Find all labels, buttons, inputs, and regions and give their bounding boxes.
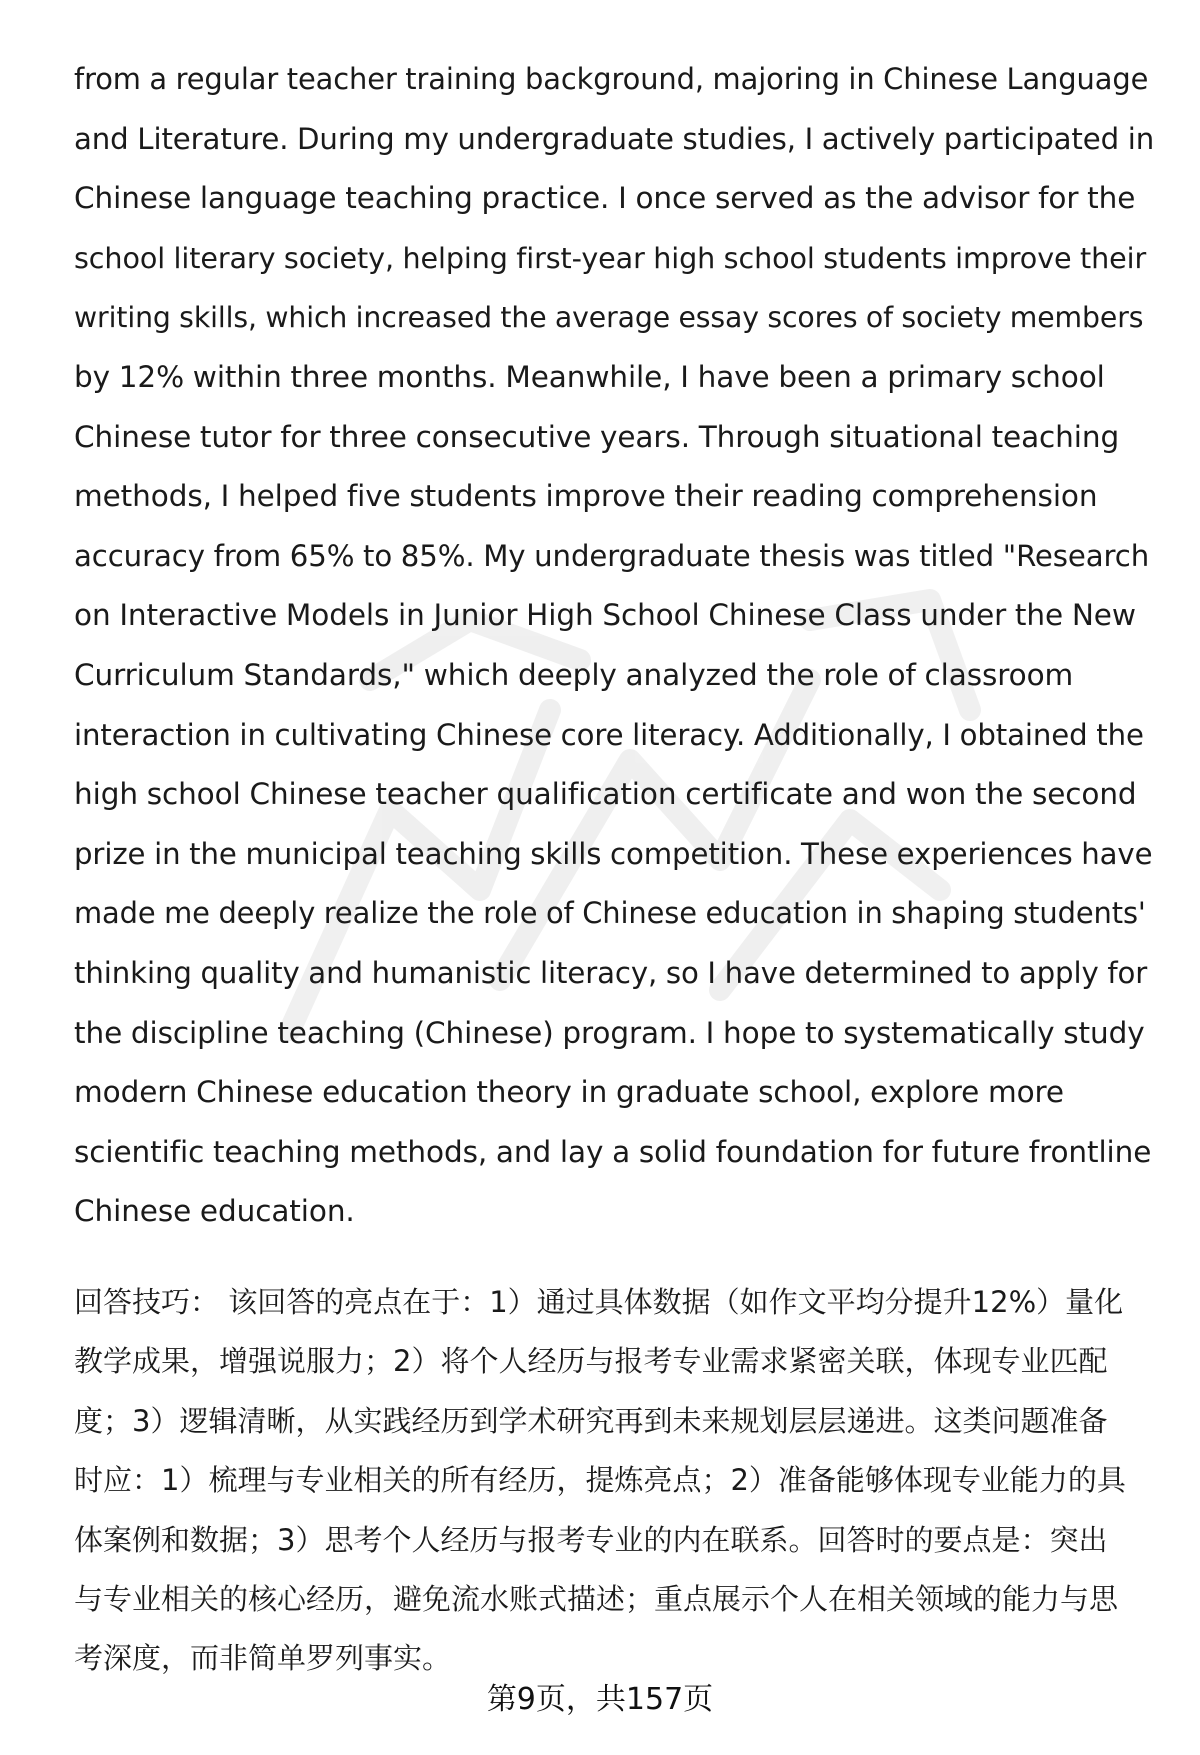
answer-line: from a regular teacher training background, majoring in Chinese Language [74, 62, 1149, 96]
answer-line: by 12% within three months. Meanwhile, I have been a primary school [74, 359, 1105, 394]
tips-line: 考深度，而非简单罗列事实。 [74, 1641, 452, 1676]
answer-line: Chinese education. [74, 1194, 355, 1229]
answer-line: high school Chinese teacher qualification certificate and won the second [74, 777, 1137, 812]
answer-line: thinking quality and humanistic literacy, so I have determined to apply for [74, 955, 1148, 990]
tips-line: 时应：1）梳理与专业相关的所有经历，提炼亮点；2）准备能够体现专业能力的具 [74, 1463, 1126, 1498]
answer-line: Chinese language teaching practice. I once served as the advisor for the [74, 181, 1136, 216]
answer-line: accuracy from 65% to 85%. My undergraduate thesis was titled "Research [74, 538, 1150, 573]
answer-paragraph [74, 50, 1154, 1242]
answer-line: prize in the municipal teaching skills competition. These experiences have [74, 836, 1153, 871]
tips-line: 与专业相关的核心经历，避免流水账式描述；重点展示个人在相关领域的能力与思 [74, 1582, 1119, 1617]
tips-line: 教学成果，增强说服力；2）将个人经历与报考专业需求紧密关联，体现专业匹配 [74, 1344, 1108, 1379]
answer-line: writing skills, which increased the average essay scores of society members [74, 301, 1144, 335]
answer-line: made me deeply realize the role of Chinese education in shaping students' [74, 896, 1146, 931]
answer-section [74, 50, 1154, 1242]
answer-line: on Interactive Models in Junior High School Chinese Class under the New [74, 598, 1136, 633]
answer-line: Curriculum Standards," which deeply analyzed the role of classroom [74, 657, 1074, 692]
answer-line: scientific teaching methods, and lay a solid foundation for future frontline [74, 1134, 1152, 1169]
answer-line: interaction in cultivating Chinese core literacy. Additionally, I obtained the [74, 717, 1144, 752]
tips-paragraph [74, 1273, 1154, 1689]
answer-line: the discipline teaching (Chinese) program. I hope to systematically study [74, 1015, 1145, 1050]
tips-line: 回答技巧： 该回答的亮点在于：1）通过具体数据（如作文平均分提升12%）量化 [74, 1285, 1124, 1319]
tips-line: 体案例和数据；3）思考个人经历与报考专业的内在联系。回答时的要点是：突出 [74, 1522, 1108, 1557]
page-number: 第9页，共157页 [486, 1682, 714, 1717]
answer-line: methods, I helped five students improve their reading comprehension [74, 479, 1098, 514]
answer-line: modern Chinese education theory in graduate school, explore more [74, 1075, 1064, 1110]
answer-tips-section [74, 1273, 1154, 1689]
tips-line: 度；3）逻辑清晰，从实践经历到学术研究再到未来规划层层递进。这类问题准备 [74, 1403, 1108, 1438]
answer-line: Chinese tutor for three consecutive years. Through situational teaching [74, 419, 1120, 454]
answer-line: school literary society, helping first-year high school students improve their [74, 240, 1147, 275]
answer-line: and Literature. During my undergraduate studies, I actively participated in [74, 121, 1155, 156]
